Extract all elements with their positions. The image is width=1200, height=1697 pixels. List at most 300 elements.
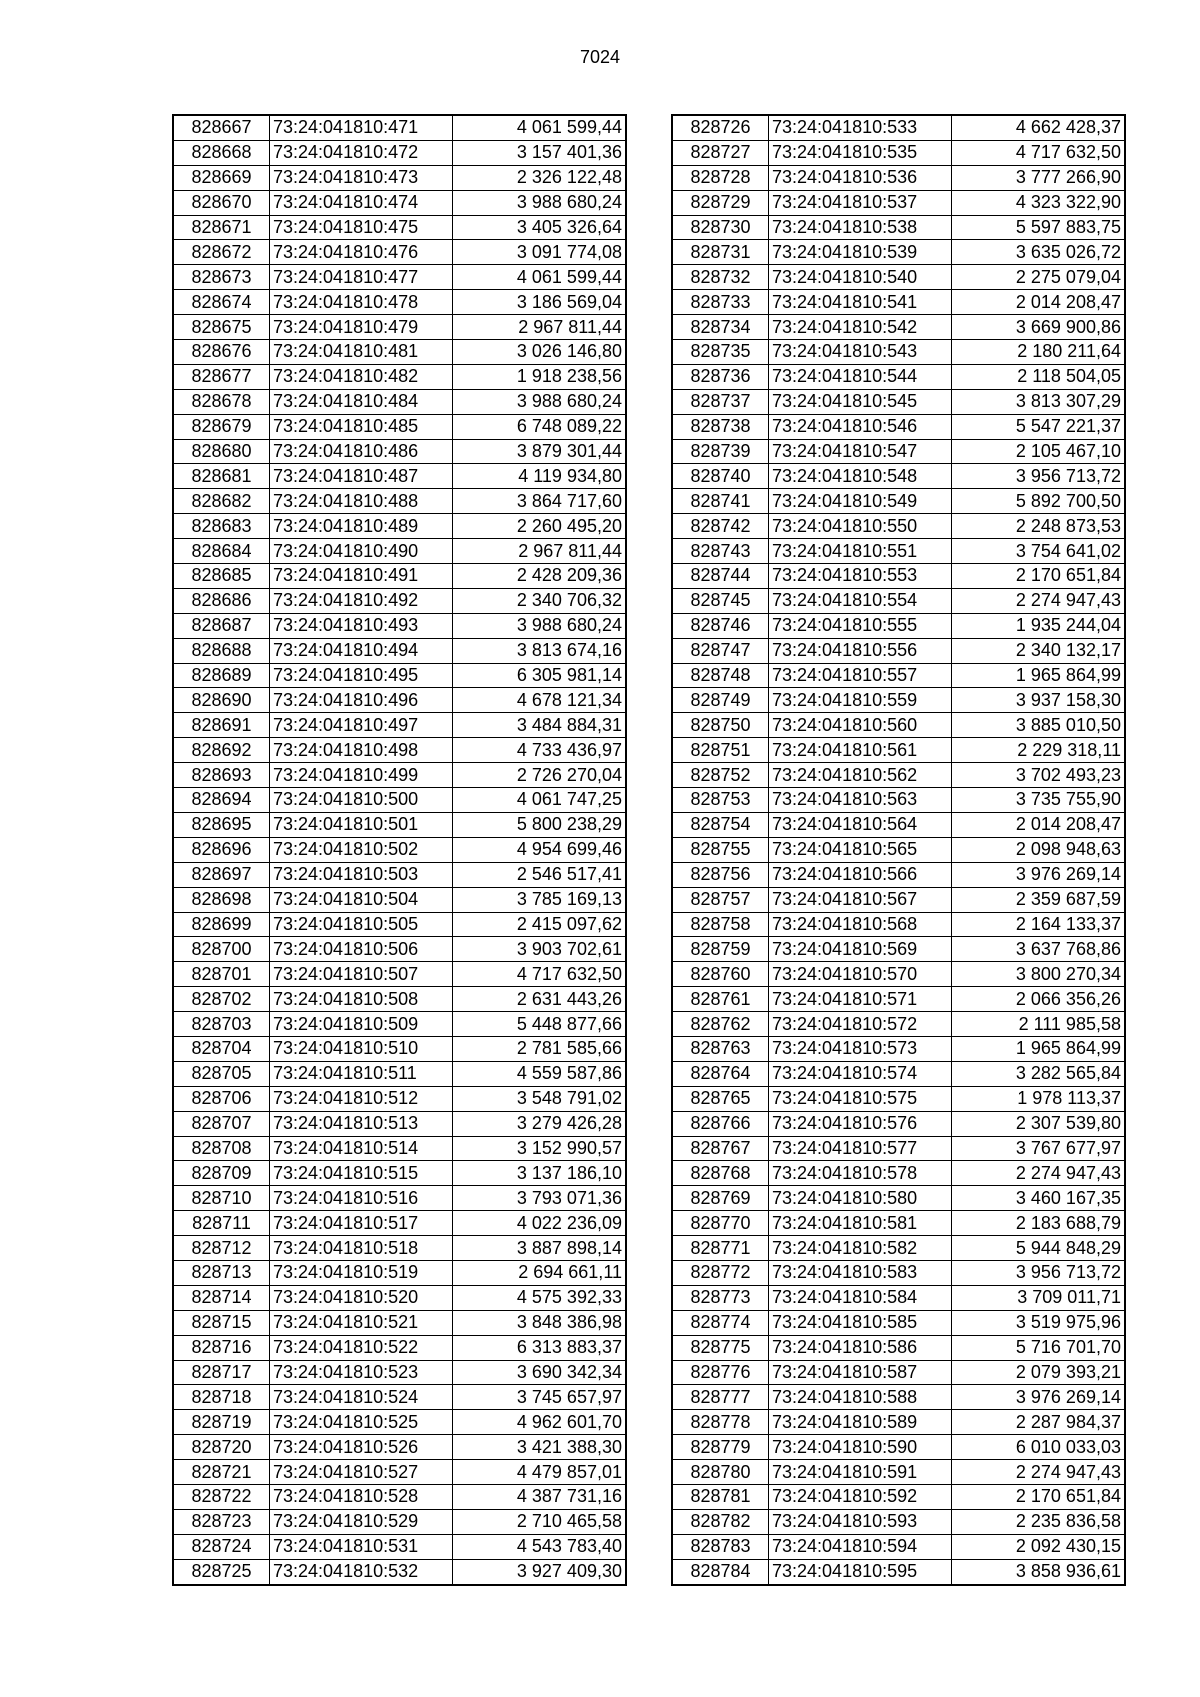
value-cell: 2 092 430,15 xyxy=(952,1534,1125,1559)
table-row xyxy=(673,389,1125,414)
value-cell: 5 892 700,50 xyxy=(952,489,1125,514)
record-number-cell: 828670 xyxy=(174,190,270,215)
record-number-cell: 828766 xyxy=(673,1111,769,1136)
value-cell: 4 717 632,50 xyxy=(952,140,1125,165)
table-row xyxy=(673,1559,1125,1584)
record-number-cell: 828763 xyxy=(673,1036,769,1061)
record-number-cell: 828708 xyxy=(174,1136,270,1161)
cadastral-number-cell: 73:24:041810:496 xyxy=(270,688,453,713)
table-row xyxy=(174,1559,626,1584)
record-number-cell: 828745 xyxy=(673,588,769,613)
record-number-cell: 828754 xyxy=(673,812,769,837)
cadastral-number-cell: 73:24:041810:580 xyxy=(769,1186,952,1211)
record-number-cell: 828674 xyxy=(174,290,270,315)
cadastral-number-cell: 73:24:041810:505 xyxy=(270,912,453,937)
value-cell: 5 716 701,70 xyxy=(952,1335,1125,1360)
cadastral-number-cell: 73:24:041810:554 xyxy=(769,588,952,613)
value-cell: 2 967 811,44 xyxy=(453,315,626,340)
cadastral-number-cell: 73:24:041810:484 xyxy=(270,389,453,414)
cadastral-number-cell: 73:24:041810:531 xyxy=(270,1534,453,1559)
cadastral-number-cell: 73:24:041810:500 xyxy=(270,788,453,813)
value-cell: 5 448 877,66 xyxy=(453,1012,626,1037)
record-number-cell: 828694 xyxy=(174,788,270,813)
cadastral-number-cell: 73:24:041810:582 xyxy=(769,1236,952,1261)
table-row xyxy=(673,713,1125,738)
value-cell: 3 813 674,16 xyxy=(453,638,626,663)
table-row xyxy=(174,340,626,365)
table-row xyxy=(673,514,1125,539)
cadastral-number-cell: 73:24:041810:514 xyxy=(270,1136,453,1161)
value-cell: 1 978 113,37 xyxy=(952,1086,1125,1111)
cadastral-number-cell: 73:24:041810:577 xyxy=(769,1136,952,1161)
cadastral-number-cell: 73:24:041810:478 xyxy=(270,290,453,315)
value-cell: 4 543 783,40 xyxy=(453,1534,626,1559)
cadastral-number-cell: 73:24:041810:588 xyxy=(769,1385,952,1410)
value-cell: 3 548 791,02 xyxy=(453,1086,626,1111)
record-number-cell: 828769 xyxy=(673,1186,769,1211)
record-number-cell: 828744 xyxy=(673,564,769,589)
table-row xyxy=(174,215,626,240)
table-row xyxy=(174,763,626,788)
value-cell: 3 745 657,97 xyxy=(453,1385,626,1410)
value-cell: 2 287 984,37 xyxy=(952,1410,1125,1435)
cadastral-number-cell: 73:24:041810:511 xyxy=(270,1061,453,1086)
record-number-cell: 828683 xyxy=(174,514,270,539)
record-number-cell: 828765 xyxy=(673,1086,769,1111)
value-cell: 2 967 811,44 xyxy=(453,539,626,564)
value-cell: 2 340 132,17 xyxy=(952,638,1125,663)
record-number-cell: 828709 xyxy=(174,1161,270,1186)
value-cell: 5 547 221,37 xyxy=(952,414,1125,439)
value-cell: 6 748 089,22 xyxy=(453,414,626,439)
table-row xyxy=(174,812,626,837)
cadastral-number-cell: 73:24:041810:525 xyxy=(270,1410,453,1435)
cadastral-number-cell: 73:24:041810:498 xyxy=(270,738,453,763)
cadastral-number-cell: 73:24:041810:595 xyxy=(769,1559,952,1584)
record-number-cell: 828703 xyxy=(174,1012,270,1037)
record-number-cell: 828779 xyxy=(673,1435,769,1460)
record-number-cell: 828740 xyxy=(673,464,769,489)
table-row xyxy=(673,663,1125,688)
record-number-cell: 828669 xyxy=(174,165,270,190)
table-row xyxy=(673,215,1125,240)
record-number-cell: 828735 xyxy=(673,340,769,365)
cadastral-number-cell: 73:24:041810:495 xyxy=(270,663,453,688)
value-cell: 4 387 731,16 xyxy=(453,1484,626,1509)
record-number-cell: 828775 xyxy=(673,1335,769,1360)
value-cell: 5 944 848,29 xyxy=(952,1236,1125,1261)
cadastral-number-cell: 73:24:041810:491 xyxy=(270,564,453,589)
cadastral-number-cell: 73:24:041810:533 xyxy=(769,116,952,141)
value-cell: 2 164 133,37 xyxy=(952,912,1125,937)
cadastral-number-cell: 73:24:041810:528 xyxy=(270,1484,453,1509)
table-row xyxy=(673,1186,1125,1211)
cadastral-number-cell: 73:24:041810:489 xyxy=(270,514,453,539)
record-number-cell: 828685 xyxy=(174,564,270,589)
table-row xyxy=(673,1534,1125,1559)
record-number-cell: 828707 xyxy=(174,1111,270,1136)
record-number-cell: 828696 xyxy=(174,837,270,862)
record-number-cell: 828756 xyxy=(673,862,769,887)
cadastral-number-cell: 73:24:041810:550 xyxy=(769,514,952,539)
cadastral-number-cell: 73:24:041810:515 xyxy=(270,1161,453,1186)
cadastral-number-cell: 73:24:041810:572 xyxy=(769,1012,952,1037)
cadastral-number-cell: 73:24:041810:571 xyxy=(769,987,952,1012)
record-number-cell: 828760 xyxy=(673,962,769,987)
cadastral-number-cell: 73:24:041810:512 xyxy=(270,1086,453,1111)
cadastral-number-cell: 73:24:041810:562 xyxy=(769,763,952,788)
cadastral-number-cell: 73:24:041810:475 xyxy=(270,215,453,240)
value-cell: 3 848 386,98 xyxy=(453,1310,626,1335)
table-row xyxy=(673,1385,1125,1410)
table-row xyxy=(673,887,1125,912)
value-cell: 6 305 981,14 xyxy=(453,663,626,688)
value-cell: 3 976 269,14 xyxy=(952,1385,1125,1410)
table-row xyxy=(673,1285,1125,1310)
table-row xyxy=(174,738,626,763)
record-number-cell: 828782 xyxy=(673,1509,769,1534)
value-cell: 3 519 975,96 xyxy=(952,1310,1125,1335)
table-row xyxy=(673,1086,1125,1111)
value-cell: 4 061 747,25 xyxy=(453,788,626,813)
table-row xyxy=(673,1111,1125,1136)
value-cell: 3 702 493,23 xyxy=(952,763,1125,788)
table-row xyxy=(673,190,1125,215)
record-number-cell: 828681 xyxy=(174,464,270,489)
record-number-cell: 828778 xyxy=(673,1410,769,1435)
value-cell: 4 323 322,90 xyxy=(952,190,1125,215)
cadastral-number-cell: 73:24:041810:559 xyxy=(769,688,952,713)
table-row xyxy=(174,1509,626,1534)
value-cell: 2 428 209,36 xyxy=(453,564,626,589)
table-row xyxy=(673,1236,1125,1261)
cadastral-number-cell: 73:24:041810:524 xyxy=(270,1385,453,1410)
value-cell: 6 313 883,37 xyxy=(453,1335,626,1360)
table-row xyxy=(673,1410,1125,1435)
record-number-cell: 828751 xyxy=(673,738,769,763)
cadastral-number-cell: 73:24:041810:573 xyxy=(769,1036,952,1061)
value-cell: 1 965 864,99 xyxy=(952,1036,1125,1061)
record-number-cell: 828780 xyxy=(673,1460,769,1485)
table-row xyxy=(673,837,1125,862)
right-register-table xyxy=(672,115,1125,1585)
record-number-cell: 828715 xyxy=(174,1310,270,1335)
cadastral-number-cell: 73:24:041810:563 xyxy=(769,788,952,813)
cadastral-number-cell: 73:24:041810:522 xyxy=(270,1335,453,1360)
cadastral-number-cell: 73:24:041810:581 xyxy=(769,1211,952,1236)
cadastral-number-cell: 73:24:041810:481 xyxy=(270,340,453,365)
value-cell: 4 061 599,44 xyxy=(453,116,626,141)
cadastral-number-cell: 73:24:041810:479 xyxy=(270,315,453,340)
table-row xyxy=(673,489,1125,514)
record-number-cell: 828667 xyxy=(174,116,270,141)
value-cell: 3 754 641,02 xyxy=(952,539,1125,564)
cadastral-number-cell: 73:24:041810:490 xyxy=(270,539,453,564)
table-row xyxy=(174,688,626,713)
table-row xyxy=(673,812,1125,837)
record-number-cell: 828668 xyxy=(174,140,270,165)
record-number-cell: 828777 xyxy=(673,1385,769,1410)
table-row xyxy=(174,116,626,141)
record-number-cell: 828734 xyxy=(673,315,769,340)
table-row xyxy=(174,1211,626,1236)
table-row xyxy=(673,788,1125,813)
record-number-cell: 828743 xyxy=(673,539,769,564)
cadastral-number-cell: 73:24:041810:502 xyxy=(270,837,453,862)
record-number-cell: 828705 xyxy=(174,1061,270,1086)
record-number-cell: 828673 xyxy=(174,265,270,290)
cadastral-number-cell: 73:24:041810:546 xyxy=(769,414,952,439)
cadastral-number-cell: 73:24:041810:553 xyxy=(769,564,952,589)
record-number-cell: 828758 xyxy=(673,912,769,937)
value-cell: 1 918 238,56 xyxy=(453,364,626,389)
table-row xyxy=(174,1360,626,1385)
table-row xyxy=(673,588,1125,613)
table-row xyxy=(673,962,1125,987)
table-row xyxy=(174,1111,626,1136)
cadastral-number-cell: 73:24:041810:544 xyxy=(769,364,952,389)
record-number-cell: 828750 xyxy=(673,713,769,738)
cadastral-number-cell: 73:24:041810:541 xyxy=(769,290,952,315)
value-cell: 3 421 388,30 xyxy=(453,1435,626,1460)
record-number-cell: 828671 xyxy=(174,215,270,240)
table-row xyxy=(673,937,1125,962)
record-number-cell: 828726 xyxy=(673,116,769,141)
cadastral-number-cell: 73:24:041810:545 xyxy=(769,389,952,414)
cadastral-number-cell: 73:24:041810:529 xyxy=(270,1509,453,1534)
value-cell: 4 678 121,34 xyxy=(453,688,626,713)
value-cell: 3 460 167,35 xyxy=(952,1186,1125,1211)
value-cell: 2 631 443,26 xyxy=(453,987,626,1012)
cadastral-number-cell: 73:24:041810:586 xyxy=(769,1335,952,1360)
table-row xyxy=(673,340,1125,365)
cadastral-number-cell: 73:24:041810:565 xyxy=(769,837,952,862)
table-row xyxy=(673,688,1125,713)
table-row xyxy=(174,613,626,638)
table-row xyxy=(174,912,626,937)
table-row xyxy=(174,837,626,862)
cadastral-number-cell: 73:24:041810:477 xyxy=(270,265,453,290)
value-cell: 3 813 307,29 xyxy=(952,389,1125,414)
cadastral-number-cell: 73:24:041810:506 xyxy=(270,937,453,962)
table-row xyxy=(174,1036,626,1061)
record-number-cell: 828682 xyxy=(174,489,270,514)
cadastral-number-cell: 73:24:041810:578 xyxy=(769,1161,952,1186)
record-number-cell: 828747 xyxy=(673,638,769,663)
table-row xyxy=(673,265,1125,290)
value-cell: 6 010 033,03 xyxy=(952,1435,1125,1460)
table-row xyxy=(174,364,626,389)
cadastral-number-cell: 73:24:041810:557 xyxy=(769,663,952,688)
table-row xyxy=(673,165,1125,190)
cadastral-number-cell: 73:24:041810:516 xyxy=(270,1186,453,1211)
value-cell: 2 781 585,66 xyxy=(453,1036,626,1061)
cadastral-number-cell: 73:24:041810:476 xyxy=(270,240,453,265)
value-cell: 2 014 208,47 xyxy=(952,812,1125,837)
record-number-cell: 828720 xyxy=(174,1435,270,1460)
table-row xyxy=(673,763,1125,788)
record-number-cell: 828689 xyxy=(174,663,270,688)
value-cell: 2 275 079,04 xyxy=(952,265,1125,290)
table-row xyxy=(174,663,626,688)
value-cell: 2 274 947,43 xyxy=(952,588,1125,613)
value-cell: 1 935 244,04 xyxy=(952,613,1125,638)
value-cell: 3 637 768,86 xyxy=(952,937,1125,962)
cadastral-number-cell: 73:24:041810:592 xyxy=(769,1484,952,1509)
table-row xyxy=(174,1061,626,1086)
record-number-cell: 828748 xyxy=(673,663,769,688)
cadastral-number-cell: 73:24:041810:527 xyxy=(270,1460,453,1485)
value-cell: 3 282 565,84 xyxy=(952,1061,1125,1086)
record-number-cell: 828677 xyxy=(174,364,270,389)
value-cell: 4 733 436,97 xyxy=(453,738,626,763)
value-cell: 2 274 947,43 xyxy=(952,1460,1125,1485)
record-number-cell: 828688 xyxy=(174,638,270,663)
table-row xyxy=(174,1534,626,1559)
cadastral-number-cell: 73:24:041810:539 xyxy=(769,240,952,265)
value-cell: 4 962 601,70 xyxy=(453,1410,626,1435)
record-number-cell: 828700 xyxy=(174,937,270,962)
table-row xyxy=(174,937,626,962)
record-number-cell: 828701 xyxy=(174,962,270,987)
cadastral-number-cell: 73:24:041810:560 xyxy=(769,713,952,738)
value-cell: 3 137 186,10 xyxy=(453,1161,626,1186)
value-cell: 3 927 409,30 xyxy=(453,1559,626,1584)
cadastral-number-cell: 73:24:041810:567 xyxy=(769,887,952,912)
value-cell: 2 326 122,48 xyxy=(453,165,626,190)
page-number: 7024 xyxy=(579,47,621,67)
table-row xyxy=(673,1211,1125,1236)
table-row xyxy=(673,414,1125,439)
value-cell: 3 709 011,71 xyxy=(952,1285,1125,1310)
value-cell: 4 575 392,33 xyxy=(453,1285,626,1310)
value-cell: 2 229 318,11 xyxy=(952,738,1125,763)
cadastral-number-cell: 73:24:041810:488 xyxy=(270,489,453,514)
table-row xyxy=(174,240,626,265)
value-cell: 2 340 706,32 xyxy=(453,588,626,613)
record-number-cell: 828784 xyxy=(673,1559,769,1584)
cadastral-number-cell: 73:24:041810:472 xyxy=(270,140,453,165)
table-row xyxy=(673,140,1125,165)
table-row xyxy=(174,1435,626,1460)
record-number-cell: 828772 xyxy=(673,1260,769,1285)
table-row xyxy=(673,1136,1125,1161)
table-row xyxy=(174,1236,626,1261)
cadastral-number-cell: 73:24:041810:513 xyxy=(270,1111,453,1136)
record-number-cell: 828687 xyxy=(174,613,270,638)
table-row xyxy=(174,190,626,215)
table-row xyxy=(673,1036,1125,1061)
table-row xyxy=(174,987,626,1012)
cadastral-number-cell: 73:24:041810:537 xyxy=(769,190,952,215)
cadastral-number-cell: 73:24:041810:504 xyxy=(270,887,453,912)
value-cell: 2 248 873,53 xyxy=(952,514,1125,539)
table-row xyxy=(174,1310,626,1335)
value-cell: 2 710 465,58 xyxy=(453,1509,626,1534)
table-row xyxy=(174,1161,626,1186)
table-row xyxy=(174,539,626,564)
value-cell: 2 260 495,20 xyxy=(453,514,626,539)
value-cell: 2 170 651,84 xyxy=(952,564,1125,589)
record-number-cell: 828757 xyxy=(673,887,769,912)
value-cell: 4 119 934,80 xyxy=(453,464,626,489)
table-row xyxy=(673,315,1125,340)
cadastral-number-cell: 73:24:041810:548 xyxy=(769,464,952,489)
table-row xyxy=(673,464,1125,489)
cadastral-number-cell: 73:24:041810:526 xyxy=(270,1435,453,1460)
record-number-cell: 828774 xyxy=(673,1310,769,1335)
table-row xyxy=(174,1460,626,1485)
value-cell: 3 785 169,13 xyxy=(453,887,626,912)
cadastral-number-cell: 73:24:041810:494 xyxy=(270,638,453,663)
value-cell: 3 988 680,24 xyxy=(453,389,626,414)
table-row xyxy=(673,912,1125,937)
cadastral-number-cell: 73:24:041810:499 xyxy=(270,763,453,788)
table-row xyxy=(673,613,1125,638)
value-cell: 3 690 342,34 xyxy=(453,1360,626,1385)
record-number-cell: 828679 xyxy=(174,414,270,439)
table-row xyxy=(673,1310,1125,1335)
value-cell: 4 954 699,46 xyxy=(453,837,626,862)
record-number-cell: 828767 xyxy=(673,1136,769,1161)
record-number-cell: 828781 xyxy=(673,1484,769,1509)
cadastral-number-cell: 73:24:041810:576 xyxy=(769,1111,952,1136)
table-row xyxy=(673,1260,1125,1285)
cadastral-number-cell: 73:24:041810:523 xyxy=(270,1360,453,1385)
value-cell: 4 022 236,09 xyxy=(453,1211,626,1236)
table-row xyxy=(673,738,1125,763)
table-row xyxy=(174,315,626,340)
cadastral-number-cell: 73:24:041810:487 xyxy=(270,464,453,489)
table-row xyxy=(174,887,626,912)
cadastral-number-cell: 73:24:041810:594 xyxy=(769,1534,952,1559)
table-row xyxy=(673,862,1125,887)
record-number-cell: 828714 xyxy=(174,1285,270,1310)
cadastral-number-cell: 73:24:041810:538 xyxy=(769,215,952,240)
table-row xyxy=(174,1086,626,1111)
record-number-cell: 828723 xyxy=(174,1509,270,1534)
record-number-cell: 828690 xyxy=(174,688,270,713)
record-number-cell: 828752 xyxy=(673,763,769,788)
table-row xyxy=(174,1285,626,1310)
table-row xyxy=(174,1186,626,1211)
value-cell: 3 157 401,36 xyxy=(453,140,626,165)
cadastral-number-cell: 73:24:041810:583 xyxy=(769,1260,952,1285)
record-number-cell: 828741 xyxy=(673,489,769,514)
table-row xyxy=(673,1460,1125,1485)
cadastral-number-cell: 73:24:041810:519 xyxy=(270,1260,453,1285)
table-row xyxy=(673,290,1125,315)
record-number-cell: 828713 xyxy=(174,1260,270,1285)
record-number-cell: 828773 xyxy=(673,1285,769,1310)
table-row xyxy=(174,638,626,663)
value-cell: 2 180 211,64 xyxy=(952,340,1125,365)
cadastral-number-cell: 73:24:041810:566 xyxy=(769,862,952,887)
value-cell: 3 800 270,34 xyxy=(952,962,1125,987)
record-number-cell: 828771 xyxy=(673,1236,769,1261)
value-cell: 5 800 238,29 xyxy=(453,812,626,837)
value-cell: 2 118 504,05 xyxy=(952,364,1125,389)
cadastral-number-cell: 73:24:041810:540 xyxy=(769,265,952,290)
value-cell: 2 098 948,63 xyxy=(952,837,1125,862)
record-number-cell: 828776 xyxy=(673,1360,769,1385)
cadastral-number-cell: 73:24:041810:503 xyxy=(270,862,453,887)
record-number-cell: 828755 xyxy=(673,837,769,862)
table-row xyxy=(673,987,1125,1012)
record-number-cell: 828770 xyxy=(673,1211,769,1236)
value-cell: 2 183 688,79 xyxy=(952,1211,1125,1236)
record-number-cell: 828704 xyxy=(174,1036,270,1061)
